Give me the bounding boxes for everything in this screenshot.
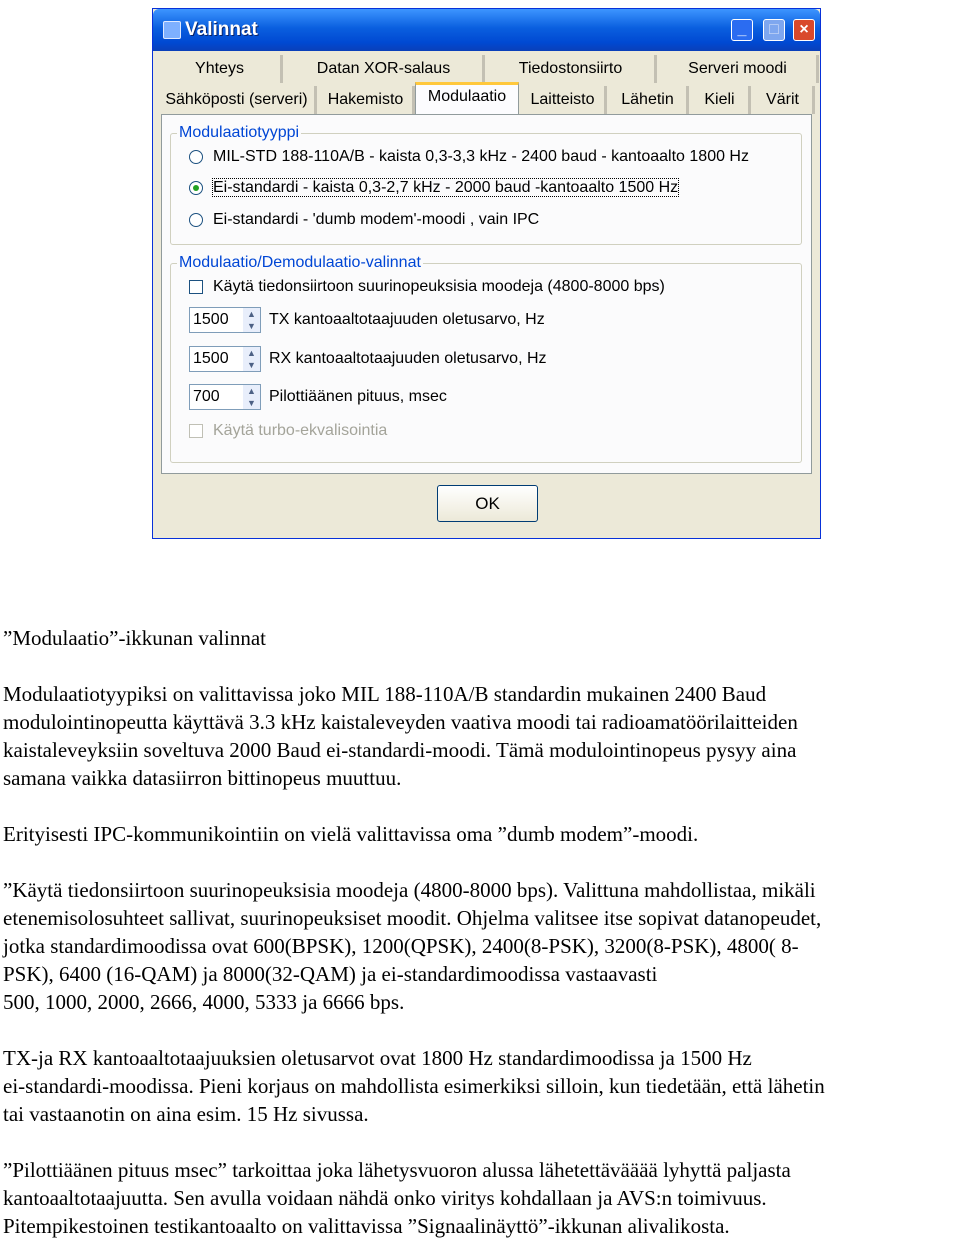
pilot-tone-label: Pilottiäänen pituus, msec (269, 388, 447, 406)
spin-up-icon[interactable]: ▲ (243, 308, 260, 320)
modulation-tab-panel (161, 114, 812, 474)
paragraph-line: TX-ja RX kantoaaltotaajuuksien oletusarvot ovat 1800 Hz standardimoodissa ja 1500 Hz (3, 1046, 752, 1070)
spin-down-icon[interactable]: ▼ (243, 397, 260, 409)
tab-serveri-moodi[interactable]: Serveri moodi (659, 55, 819, 83)
paragraph-line: tai vastaanotin on aina esim. 15 Hz sivussa. (3, 1102, 369, 1126)
app-icon (163, 21, 181, 39)
mod-demod-legend: Modulaatio/Demodulaatio-valinnat (179, 254, 421, 271)
document-body (3, 624, 960, 1240)
paragraph-line: modulointinopeutta käyttävä 3.3 kHz kaistaleveyden vaativa moodi tai radioamatöörilaitteiden (3, 710, 798, 734)
tx-carrier-row (189, 307, 545, 333)
paragraph-line: samana vaikka datasiirron bittinopeus muuttuu. (3, 766, 402, 790)
mod-demod-options-group (170, 254, 802, 463)
turbo-equalization-label: Käytä turbo-ekvalisointia (213, 422, 388, 439)
radio-label: Ei-standardi - kaista 0,3-2,7 kHz - 2000 baud -kantoaalto 1500 Hz (213, 179, 679, 196)
paragraph-line: ”Pilottiäänen pituus msec” tarkoittaa joka lähetysvuoron alussa lähetettävääää lyhyttä paljasta (3, 1158, 791, 1182)
high-speed-checkbox-label: Käytä tiedonsiirtoon suurinopeuksisia moodeja (4800-8000 bps) (213, 278, 665, 295)
radio-button[interactable] (189, 213, 203, 227)
spin-up-icon[interactable]: ▲ (243, 347, 260, 359)
turbo-equalization-row (189, 422, 387, 440)
paragraph-line: 500, 1000, 2000, 2666, 4000, 5333 ja 6666 bps. (3, 990, 405, 1014)
pilot-tone-stepper[interactable] (189, 384, 261, 410)
pilot-tone-row (189, 384, 447, 410)
paragraph-line: ”Käytä tiedonsiirtoon suurinopeuksisia moodeja (4800-8000 bps). Valittuna mahdollistaa, mikäli (3, 878, 816, 902)
paragraph-line: ei-standardi-moodissa. Pieni korjaus on mahdollista esimerkiksi silloin, kun tiedetään, että lähetin (3, 1074, 825, 1098)
paragraph-line: kaistaleveyksiin soveltuva 2000 Baud ei-standardi-moodi. Tämä modulointinopeus pysyy aina (3, 738, 797, 762)
turbo-equalization-checkbox (189, 424, 203, 438)
tab-laitteisto[interactable]: Laitteisto (521, 86, 607, 114)
tx-carrier-stepper[interactable] (189, 307, 261, 333)
paragraph-line: etenemisolosuhteet sallivat, suurinopeuksiset moodit. Ohjelma valitsee itse sopivat datanopeudet, (3, 906, 822, 930)
tx-carrier-label: TX kantoaaltotaajuuden oletusarvo, Hz (269, 311, 545, 329)
rx-carrier-label: RX kantoaaltotaajuuden oletusarvo, Hz (269, 350, 547, 368)
radio-ei-standardi[interactable] (189, 179, 678, 197)
modulation-type-group (170, 124, 802, 245)
tab-hakemisto[interactable]: Hakemisto (319, 86, 415, 114)
tab-lahetin[interactable]: Lähetin (609, 86, 689, 114)
radio-dumb-modem[interactable] (189, 211, 539, 229)
pilot-tone-value[interactable]: 700 (193, 388, 220, 405)
spin-down-icon[interactable]: ▼ (243, 359, 260, 371)
tab-strip (159, 53, 816, 119)
paragraph-line: Modulaatiotyypiksi on valittavissa joko MIL 188-110A/B standardin mukainen 2400 Baud (3, 682, 767, 706)
high-speed-checkbox[interactable] (189, 280, 203, 294)
tab-modulaatio[interactable]: Modulaatio (415, 82, 519, 115)
maximize-button[interactable]: □ (763, 19, 785, 41)
tx-carrier-value[interactable]: 1500 (193, 311, 229, 328)
modulation-type-legend: Modulaatiotyyppi (179, 124, 300, 141)
paragraph-line: PSK), 6400 (16-QAM) ja 8000(32-QAM) ja ei-standardimoodissa vastaavasti (3, 962, 658, 986)
spin-down-icon[interactable]: ▼ (243, 320, 260, 332)
window-title: Valinnat (185, 19, 258, 40)
tab-datan-xor-salaus[interactable]: Datan XOR-salaus (285, 55, 485, 83)
close-button[interactable]: × (793, 19, 815, 41)
minimize-button[interactable]: _ (731, 19, 753, 41)
paragraph-line: jotka standardimoodissa ovat 600(BPSK), 1200(QPSK), 2400(8-PSK), 3200(8-PSK), 4800( 8- (3, 934, 799, 958)
tab-yhteys[interactable]: Yhteys (159, 55, 283, 83)
rx-carrier-row (189, 346, 547, 372)
paragraph-line: Erityisesti IPC-kommunikointiin on vielä valittavissa oma ”dumb modem”-moodi. (3, 822, 699, 846)
radio-label: MIL-STD 188-110A/B - kaista 0,3-3,3 kHz - 2400 baud - kantoaalto 1800 Hz (213, 148, 749, 165)
radio-mil-std[interactable] (189, 148, 749, 166)
options-dialog (152, 8, 821, 539)
high-speed-checkbox-row[interactable] (189, 278, 665, 296)
document-heading: ”Modulaatio”-ikkunan valinnat (3, 626, 267, 650)
radio-label: Ei-standardi - 'dumb modem'-moodi , vain IPC (213, 211, 540, 228)
radio-button[interactable] (189, 150, 203, 164)
tab-sahkoposti[interactable]: Sähköposti (serveri) (159, 86, 317, 114)
spin-up-icon[interactable]: ▲ (243, 385, 260, 397)
ok-button[interactable]: OK (437, 485, 538, 522)
tab-varit[interactable]: Värit (753, 86, 815, 114)
radio-button-selected[interactable] (189, 181, 203, 195)
tab-tiedostonsiirto[interactable]: Tiedostonsiirto (487, 55, 657, 83)
tab-kieli[interactable]: Kieli (691, 86, 751, 114)
rx-carrier-stepper[interactable] (189, 346, 261, 372)
paragraph-line: kantoaaltotaajuutta. Sen avulla voidaan nähdä onko viritys kohdallaan ja AVS:n toimivuus. (3, 1186, 767, 1210)
title-bar[interactable] (153, 9, 820, 51)
paragraph-line: Pitempikestoinen testikantoaalto on valittavissa ”Signaalinäyttö”-ikkunan alivalikosta. (3, 1214, 730, 1238)
rx-carrier-value[interactable]: 1500 (193, 350, 229, 367)
